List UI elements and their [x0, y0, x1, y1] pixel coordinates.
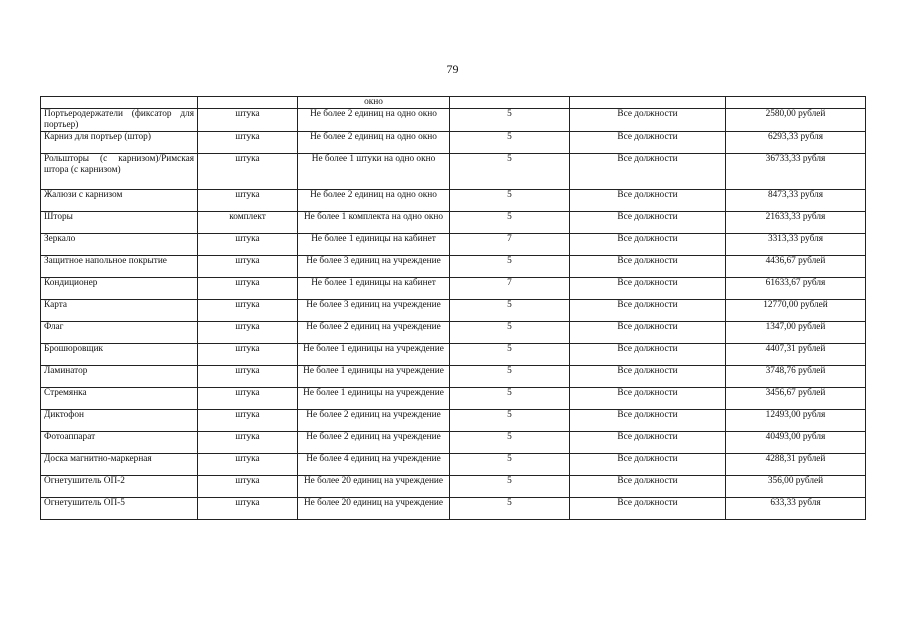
cell-unit: штука — [198, 366, 298, 388]
table-row — [41, 410, 866, 432]
cell-positions: Все должности — [570, 278, 726, 300]
cell-price: 3456,67 рублей — [726, 388, 866, 410]
cell-name: Огнетушитель ОП-2 — [41, 476, 198, 498]
cell-name: Огнетушитель ОП-5 — [41, 498, 198, 520]
table-row — [41, 498, 866, 520]
cell-positions: Все должности — [570, 322, 726, 344]
cell-unit: штука — [198, 109, 298, 132]
table-row — [41, 366, 866, 388]
table-row — [41, 154, 866, 190]
cell-positions: Все должности — [570, 234, 726, 256]
cell-name: Ламинатор — [41, 366, 198, 388]
cell-norm: Не более 1 комплекта на одно окно — [298, 212, 450, 234]
cell-qty: 5 — [450, 432, 570, 454]
cell-unit: штука — [198, 322, 298, 344]
cell-price: 6293,33 рубля — [726, 132, 866, 154]
cell-price: 36733,33 рубля — [726, 154, 866, 190]
cell-name: Флаг — [41, 322, 198, 344]
cell-name: Карта — [41, 300, 198, 322]
table-row-continuation — [41, 97, 866, 109]
table-row — [41, 322, 866, 344]
cell-price: 3748,76 рублей — [726, 366, 866, 388]
table-row — [41, 212, 866, 234]
cell-name: Шторы — [41, 212, 198, 234]
cell-qty: 5 — [450, 322, 570, 344]
cell-positions: Все должности — [570, 190, 726, 212]
cell-price: 4407,31 рублей — [726, 344, 866, 366]
cell-price: 4288,31 рублей — [726, 454, 866, 476]
cell-unit: штука — [198, 410, 298, 432]
cell-positions: Все должности — [570, 476, 726, 498]
cell-unit: штука — [198, 132, 298, 154]
cell-unit: штука — [198, 300, 298, 322]
cell-positions: Все должности — [570, 154, 726, 190]
table-row — [41, 278, 866, 300]
cell-norm: Не более 2 единиц на учреждение — [298, 432, 450, 454]
cell-positions — [570, 97, 726, 109]
cell-norm: Не более 3 единиц на учреждение — [298, 300, 450, 322]
cell-positions: Все должности — [570, 388, 726, 410]
table-row — [41, 454, 866, 476]
cell-norm: Не более 20 единиц на учреждение — [298, 498, 450, 520]
cell-positions: Все должности — [570, 454, 726, 476]
cell-qty: 5 — [450, 300, 570, 322]
cell-name: Фотоаппарат — [41, 432, 198, 454]
cell-name: Кондиционер — [41, 278, 198, 300]
cell-unit: штука — [198, 234, 298, 256]
cell-price: 2580,00 рублей — [726, 109, 866, 132]
cell-norm: Не более 1 единицы на учреждение — [298, 366, 450, 388]
cell-unit: штука — [198, 154, 298, 190]
cell-qty: 5 — [450, 256, 570, 278]
cell-name: Диктофон — [41, 410, 198, 432]
cell-positions: Все должности — [570, 432, 726, 454]
cell-norm: Не более 2 единиц на учреждение — [298, 410, 450, 432]
cell-qty: 5 — [450, 190, 570, 212]
cell-unit: штука — [198, 388, 298, 410]
cell-positions: Все должности — [570, 410, 726, 432]
cell-qty: 5 — [450, 109, 570, 132]
cell-name — [41, 97, 198, 109]
norms-table — [40, 96, 866, 520]
table-row — [41, 256, 866, 278]
cell-qty: 7 — [450, 234, 570, 256]
cell-price: 21633,33 рубля — [726, 212, 866, 234]
cell-norm: Не более 1 единицы на кабинет — [298, 278, 450, 300]
cell-price: 3313,33 рубля — [726, 234, 866, 256]
cell-unit — [198, 97, 298, 109]
cell-name: Стремянка — [41, 388, 198, 410]
cell-price: 4436,67 рублей — [726, 256, 866, 278]
cell-unit: штука — [198, 432, 298, 454]
cell-name: Брошюровщик — [41, 344, 198, 366]
cell-norm: Не более 2 единиц на одно окно — [298, 109, 450, 132]
cell-qty: 5 — [450, 388, 570, 410]
cell-qty: 5 — [450, 132, 570, 154]
cell-name: Доска магнитно-маркерная — [41, 454, 198, 476]
table-row — [41, 476, 866, 498]
cell-qty: 5 — [450, 366, 570, 388]
cell-unit: штука — [198, 476, 298, 498]
cell-qty — [450, 97, 570, 109]
cell-qty: 5 — [450, 454, 570, 476]
cell-norm: Не более 1 штуки на одно окно — [298, 154, 450, 190]
cell-unit: штука — [198, 278, 298, 300]
cell-unit: комплект — [198, 212, 298, 234]
cell-qty: 5 — [450, 212, 570, 234]
cell-unit: штука — [198, 344, 298, 366]
cell-positions: Все должности — [570, 256, 726, 278]
cell-positions: Все должности — [570, 498, 726, 520]
cell-positions: Все должности — [570, 344, 726, 366]
cell-qty: 5 — [450, 344, 570, 366]
table-body — [41, 97, 866, 520]
cell-qty: 5 — [450, 476, 570, 498]
cell-norm: Не более 4 единиц на учреждение — [298, 454, 450, 476]
cell-name: Жалюзи с карнизом — [41, 190, 198, 212]
table-row — [41, 344, 866, 366]
table-row — [41, 432, 866, 454]
cell-unit: штука — [198, 498, 298, 520]
cell-positions: Все должности — [570, 109, 726, 132]
cell-unit: штука — [198, 190, 298, 212]
cell-price: 1347,00 рублей — [726, 322, 866, 344]
cell-price: 356,00 рублей — [726, 476, 866, 498]
page-number: 79 — [446, 62, 459, 76]
cell-qty: 5 — [450, 498, 570, 520]
cell-positions: Все должности — [570, 300, 726, 322]
table-row — [41, 300, 866, 322]
cell-positions: Все должности — [570, 212, 726, 234]
table-row — [41, 234, 866, 256]
cell-norm: Не более 2 единиц на одно окно — [298, 132, 450, 154]
cell-norm: Не более 1 единицы на кабинет — [298, 234, 450, 256]
cell-price: 8473,33 рубля — [726, 190, 866, 212]
cell-unit: штука — [198, 454, 298, 476]
cell-price: 12493,00 рубля — [726, 410, 866, 432]
cell-name: Рольшторы (с карнизом)/Римская штора (с карнизом) — [41, 154, 198, 190]
cell-qty: 5 — [450, 410, 570, 432]
cell-norm: Не более 3 единиц на учреждение — [298, 256, 450, 278]
cell-name: Зеркало — [41, 234, 198, 256]
cell-norm: Не более 1 единицы на учреждение — [298, 344, 450, 366]
table-row — [41, 190, 866, 212]
cell-name: Защитное напольное покрытие — [41, 256, 198, 278]
table-row — [41, 132, 866, 154]
cell-price: 40493,00 рубля — [726, 432, 866, 454]
cell-positions: Все должности — [570, 366, 726, 388]
cell-price: 633,33 рубля — [726, 498, 866, 520]
cell-qty: 5 — [450, 154, 570, 190]
cell-norm: Не более 20 единиц на учреждение — [298, 476, 450, 498]
table-row — [41, 109, 866, 132]
cell-norm: Не более 2 единиц на одно окно — [298, 190, 450, 212]
cell-qty: 7 — [450, 278, 570, 300]
cell-positions: Все должности — [570, 132, 726, 154]
cell-norm: окно — [298, 97, 450, 109]
cell-name: Портьеродержатели (фиксатор для портьер) — [41, 109, 198, 132]
cell-price: 12770,00 рублей — [726, 300, 866, 322]
cell-unit: штука — [198, 256, 298, 278]
cell-name: Карниз для портьер (штор) — [41, 132, 198, 154]
cell-norm: Не более 1 единицы на учреждение — [298, 388, 450, 410]
table-row — [41, 388, 866, 410]
cell-norm: Не более 2 единиц на учреждение — [298, 322, 450, 344]
cell-price: 61633,67 рубля — [726, 278, 866, 300]
cell-price — [726, 97, 866, 109]
